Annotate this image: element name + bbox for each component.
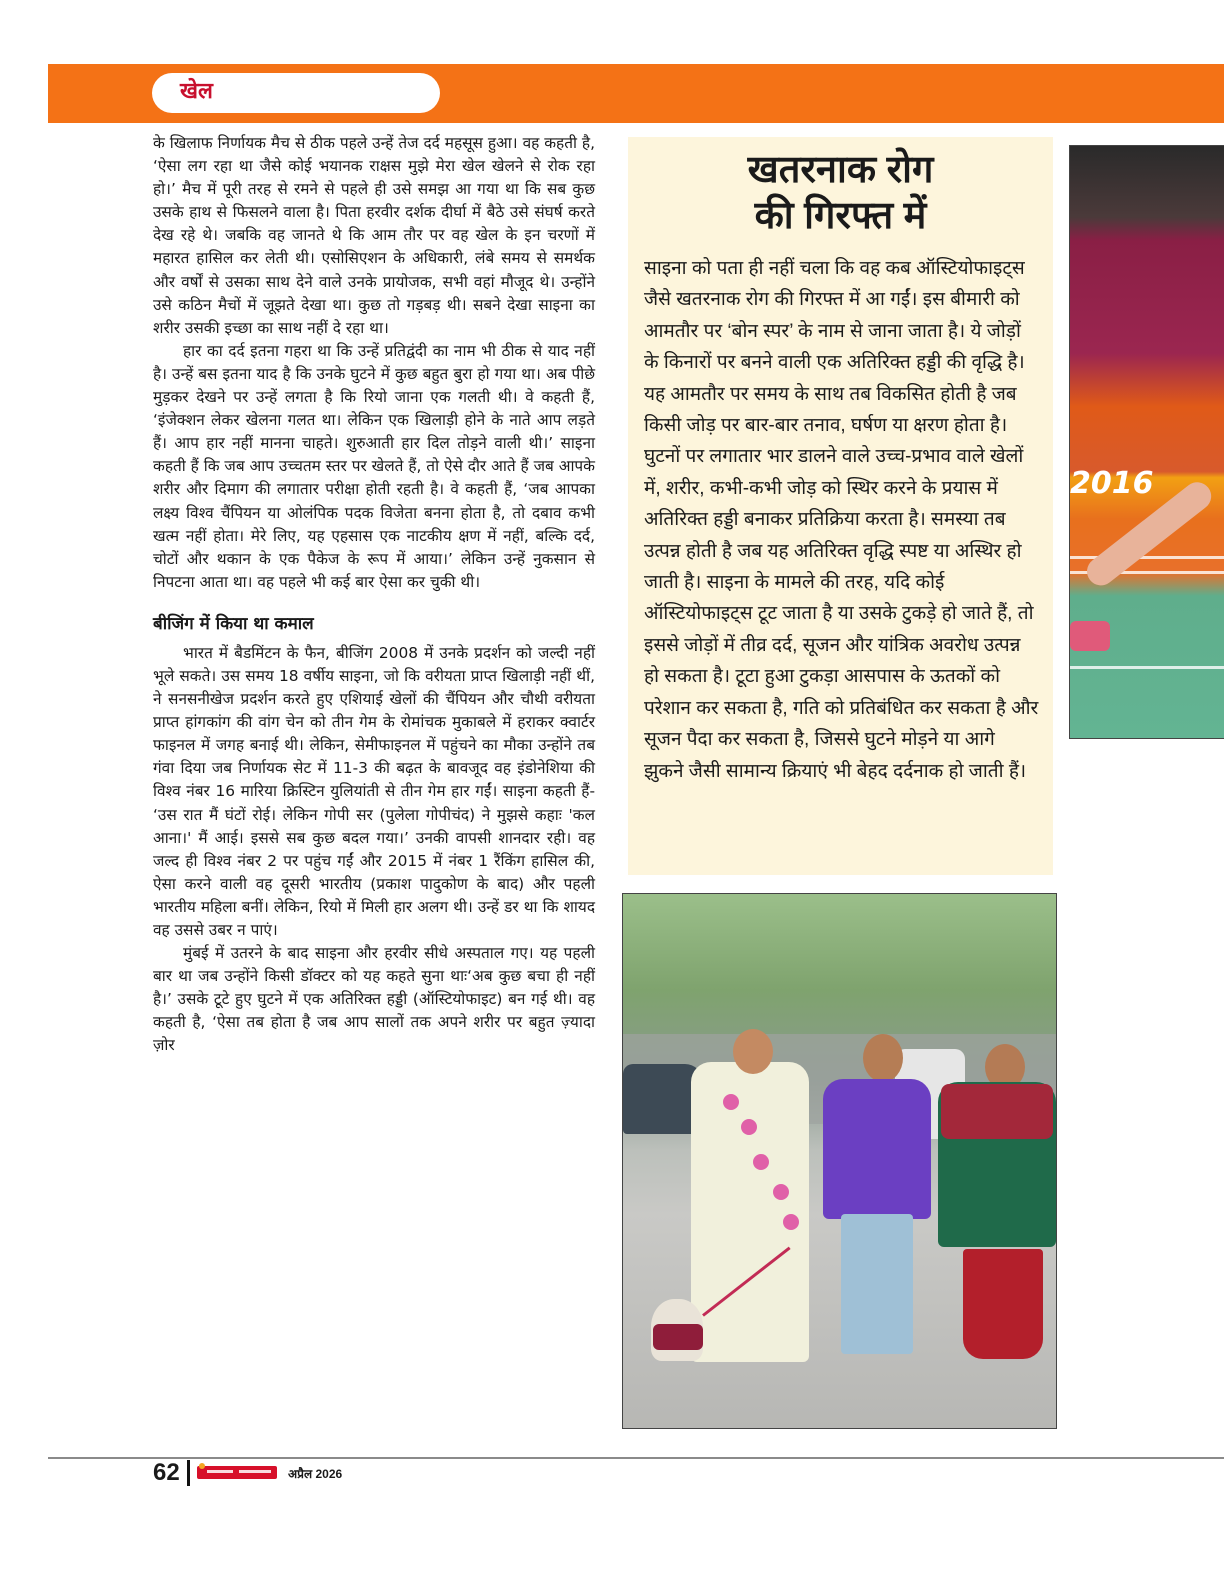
person-1: [691, 1062, 809, 1362]
publication-logo: [197, 1466, 277, 1479]
sidebar-title: [628, 147, 1053, 239]
sidebar-box: [628, 137, 1053, 875]
person-3-scarf: [941, 1084, 1053, 1139]
family-photo: [622, 893, 1057, 1429]
dress-flower: [783, 1214, 799, 1230]
article-body: [153, 132, 595, 1058]
dress-flower: [723, 1094, 739, 1110]
dog-coat: [653, 1324, 703, 1350]
dress-flower: [753, 1154, 769, 1170]
dress-flower: [741, 1119, 757, 1135]
issue-date: अप्रैल 2026: [288, 1467, 343, 1481]
sidebar-body: साइना को पता ही नहीं चला कि वह कब ऑस्टियोफाइट्स जैसे खतरनाक रोग की गिरफ्त में आ गईं। इस बीमारी को आमतौर पर ‘बोन स्पर’ के नाम से जाना जाता है। ये जोड़ों के किनारों पर बनने वाली एक अतिरिक्त हड्डी की वृद्धि है। यह आमतौर पर समय के साथ तब विकसित होती है जब किसी जोड़ पर बार-बार तनाव, घर्षण या क्षरण होता है। घुटनों पर लगातार भार डालने वाले उच्च-प्रभाव वाले खेलों में, शरीर, कभी-कभी जोड़ को स्थिर करने के प्रयास में अतिरिक्त हड्डी बनाकर प्रतिक्रिया करता है। समस्या तब उत्पन्न होती है जब यह अतिरिक्त वृद्धि स्पष्ट या अस्थिर हो जाती है। साइना के मामले की तरह, यदि कोई ऑस्टियोफाइट्स टूट जाता है या उसके टुकड़े हो जाते हैं, तो इससे जोड़ों में तीव्र दर्द, सूजन और यांत्रिक अवरोध उत्पन्न हो सकता है। टूटा हुआ टुकड़ा आसपास के ऊतकों को परेशान कर सकता है, गति को प्रतिबंधित कर सकता है और सूजन पैदा कर सकता है, जिससे घुटने मोड़ने या आगे झुकने जैसी सामान्य क्रियाएं भी बेहद दर्दनाक हो जाती हैं।: [644, 258, 1039, 782]
article-paragraph: हार का दर्द इतना गहरा था कि उन्हें प्रतिद्वंदी का नाम भी ठीक से याद नहीं है। उन्हें बस इतना याद है कि उनके घुटने में कुछ बहुत बुरा हो गया था। अब पीछे मुड़कर देखने पर उन्हें लगता है कि रियो जाना एक गलती थी। वे कहती हैं, ‘इंजेक्शन लेकर खेलना गलत था। लेकिन एक खिलाड़ी होने के नाते आप लड़ते हैं। आप हार नहीं मानना चाहते। शुरुआती हार दिल तोड़ने वाली थी।’ साइना कहती हैं कि जब आप उच्चतम स्तर पर खेलते हैं, तो ऐसे दौर आते हैं जब आपके शरीर और दिमाग की लगातार परीक्षा होती रहती है। वे कहती हैं, ‘जब आपका लक्ष्य विश्व चैंपियन या ओलंपिक पदक विजेता बनना होता है, तो दबाव कभी खत्म नहीं होता। मेरे लिए, यह एहसास एक नाटकीय क्षण में नहीं, बल्कि दर्द, चोटों और थकान के एक पैकेज के रूप में आया।’ लेकिन उन्हें नुकसान से निपटना आता था। वह पहले भी कई बार ऐसा कर चुकी थी।: [153, 341, 595, 591]
logo-dot-icon: [199, 1463, 205, 1469]
person-2-legs: [841, 1214, 913, 1354]
footer-separator: [187, 1460, 190, 1486]
logo-wordmark-stroke: [239, 1470, 271, 1473]
footer-divider: [48, 1457, 1224, 1459]
player-shoe: [1070, 621, 1110, 651]
sidebar-title-line: खतरनाक रोग: [747, 149, 934, 191]
logo-wordmark-stroke: [207, 1470, 233, 1473]
photo-banner-text: 2016: [1070, 466, 1154, 501]
person-1-head: [733, 1029, 773, 1074]
article-paragraph: मुंबई में उतरने के बाद साइना और हरवीर सीधे अस्पताल गए। यह पहली बार था जब उन्होंने किसी डॉक्टर को यह कहते सुना थाः‘अब कुछ बचा ही नहीं है।’ उसके टूटे हुए घुटने में एक अतिरिक्त हड्डी (ऑस्टियोफाइट) बन गई थी। वह कहती है, ‘ऐसा तब होता है जब आप सालों तक अपने शरीर पर बहुत ज़्यादा ज़ोर: [153, 944, 595, 1055]
person-2-head: [863, 1034, 903, 1082]
sidebar-title-line: की गिरफ्त में: [754, 195, 927, 237]
person-2: [823, 1079, 931, 1219]
page-number: 62: [153, 1459, 180, 1486]
article-paragraph: के खिलाफ निर्णायक मैच से ठीक पहले उन्हें तेज दर्द महसूस हुआ। वह कहती है, ‘ऐसा लग रहा था जैसे कोई भयानक राक्षस मुझे मेरा खेल खेलने से रोक रहा हो।’ मैच में पूरी तरह से रमने से पहले ही उसे समझ आ गया था कि सब कुछ उसके हाथ से फिसलने वाला है। पिता हरवीर दर्शक दीर्घा में बैठे उसे संघर्ष करते देख रहे थे। जबकि वह जानते थे कि आम तौर पर वह खेल के इन चरणों में महारत हासिल कर लेती थी। एसोसिएशन के अधिकारी, लंबे समय से समर्थक और वर्षों से उसका साथ देने वाले उनके प्रायोजक, सभी वहां मौजूद थे। उन्होंने उसे कठिन मैचों में जूझते देखा था। कुछ तो गड़बड़ थी। सबने देखा साइना का शरीर उसकी इच्छा का साथ नहीं दे रहा था।: [153, 134, 595, 337]
dress-flower: [773, 1184, 789, 1200]
article-paragraph: भारत में बैडमिंटन के फैन, बीजिंग 2008 में उनके प्रदर्शन को जल्दी नहीं भूले सकते। उस समय 18 वर्षीय साइना, जो कि वरीयता प्राप्त खिलाड़ी नहीं थीं, ने सनसनीखेज प्रदर्शन करते हुए एशियाई खेलों की चैंपियन और चौथी वरीयता प्राप्त हांगकांग की वांग चेन को तीन गेम के रोमांचक मुकाबले में हराकर क्वार्टर फाइनल में जगह बनाई थी। लेकिन, सेमीफाइनल में पहुंचने का मौका उन्होंने तब गंवा दिया जब निर्णायक सेट में 11-3 की बढ़त के बावजूद वह इंडोनेशिया की विश्व नंबर 16 मारिया क्रिस्टिन युलियांती से तीन गेम हार गईं। साइना कहती हैं- ‘उस रात मैं घंटों रोई। लेकिन गोपी सर (पुलेला गोपीचंद) ने मुझसे कहाः 'कल आना।' मैं आई। इससे सब कुछ बदल गया।’ उनकी वापसी शानदार रही। वह जल्द ही विश्व नंबर 2 पर पहुंच गईं और 2015 में नंबर 1 रैंकिंग हासिल की, ऐसा करने वाली वह दूसरी भारतीय (प्रकाश पादुकोण के बाद) और पहली भारतीय महिला बनीं। लेकिन, रियो में मिली हार अलग थी। उन्हें डर था कि शायद वह उससे उबर न पाएं।: [153, 643, 595, 939]
court-line: [1070, 666, 1224, 669]
article-subheading: बीजिंग में किया था कमाल: [153, 613, 314, 634]
badminton-photo: [1069, 145, 1224, 739]
person-3-legs: [963, 1249, 1043, 1359]
section-label: खेल: [180, 79, 213, 104]
